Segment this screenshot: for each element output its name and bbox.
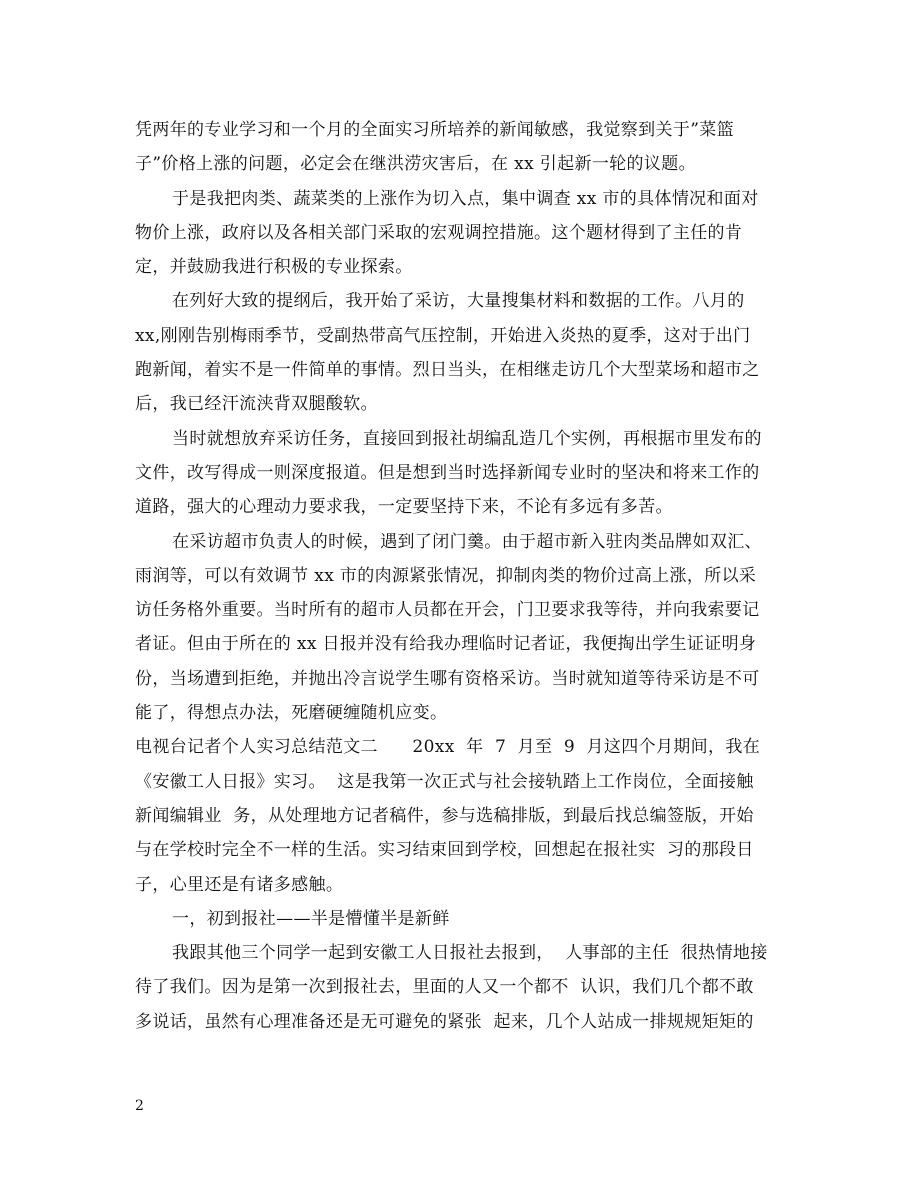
page-number: 2 [135,1098,144,1114]
text-line: 能了，得想点办法，死磨硬缠随机应变。 [135,703,448,724]
text-line: 在列好大致的提纲后，我开始了采访，大量搜集材料和数据的工作。八月的 [172,291,745,312]
text-line: 份，当场遭到拒绝，并抛出冷言说学生哪有资格采访。当时就知道等待采访是不可 [135,668,760,689]
text-line: 在采访超市负责人的时候，遇到了闭门羹。由于超市新入驻肉类品牌如双汇、 [172,531,762,552]
text-line: 与在学校时完全不一样的生活。实习结束回到学校，回想起在报社实 习的那段日 [135,840,754,861]
text-line: 定，并鼓励我进行积极的专业探索。 [135,257,413,278]
text-line: 待了我们。因为是第一次到报社去，里面的人又一个都不 认识，我们几个都不敢 [135,977,754,998]
text-line: 物价上涨，政府以及各相关部门采取的宏观调控措施。这个题材得到了主任的肯 [135,222,743,243]
text-line: 跑新闻，着实不是一件简单的事情。烈日当头，在相继走访几个大型菜场和超市之 [135,360,760,381]
text-line: 访任务格外重要。当时所有的超市人员都在开会，门卫要求我等待，并向我索要记 [135,600,760,621]
text-line: 后，我已经汗流浃背双腿酸软。 [135,394,378,415]
document-body [135,113,785,1039]
text-line: 当时就想放弃采访任务，直接回到报社胡编乱造几个实例，再根据市里发布的 [172,428,762,449]
text-line: 子”价格上涨的问题，必定会在继洪涝灾害后，在 xx 引起新一轮的议题。 [135,154,696,175]
text-line: 于是我把肉类、蔬菜类的上涨作为切入点，集中调查 xx 市的具体情况和面对 [172,188,759,209]
text-line: 我跟其他三个同学一起到安徽工人日报社去报到， 人事部的主任 很热情地接 [172,943,768,964]
text-line: 多说话，虽然有心理准备还是无可避免的紧张 起来，几个人站成一排规规矩矩的 [135,1011,754,1032]
text-line: 《安徽工人日报》实习。 这是我第一次正式与社会接轨踏上工作岗位，全面接触 [135,771,754,792]
text-line: 新闻编辑业 务，从处理地方记者稿件，参与选稿排版，到最后找总编签版，开始 [135,805,754,826]
text-line: 道路，强大的心理动力要求我，一定要坚持下来，不论有多远有多苦。 [135,497,673,518]
text-line: 凭两年的专业学习和一个月的全面实习所培养的新闻敏感，我觉察到关于”菜篮 [135,120,734,140]
text-line: 子，心里还是有诸多感触。 [135,874,344,895]
text-line: 雨润等，可以有效调节 xx 市的肉源紧张情况，抑制肉类的物价过高上涨，所以采 [135,565,757,586]
text-line: xx,刚刚告别梅雨季节，受副热带高气压控制，开始进入炎热的夏季，这对于出门 [135,325,751,346]
text-line: 一，初到报社——半是懵懂半是新鲜 [172,908,450,929]
text-line: 者证。但由于所在的 xx 日报并没有给我办理临时记者证，我便掏出学生证证明身 [135,634,757,655]
text-line: 电视台记者个人实习总结范文二 20xx 年 7 月至 9 月这四个月期间，我在 [135,737,761,758]
text-line: 文件，改写得成一则深度报道。但是想到当时选择新闻专业时的坚决和将来工作的 [135,462,760,483]
